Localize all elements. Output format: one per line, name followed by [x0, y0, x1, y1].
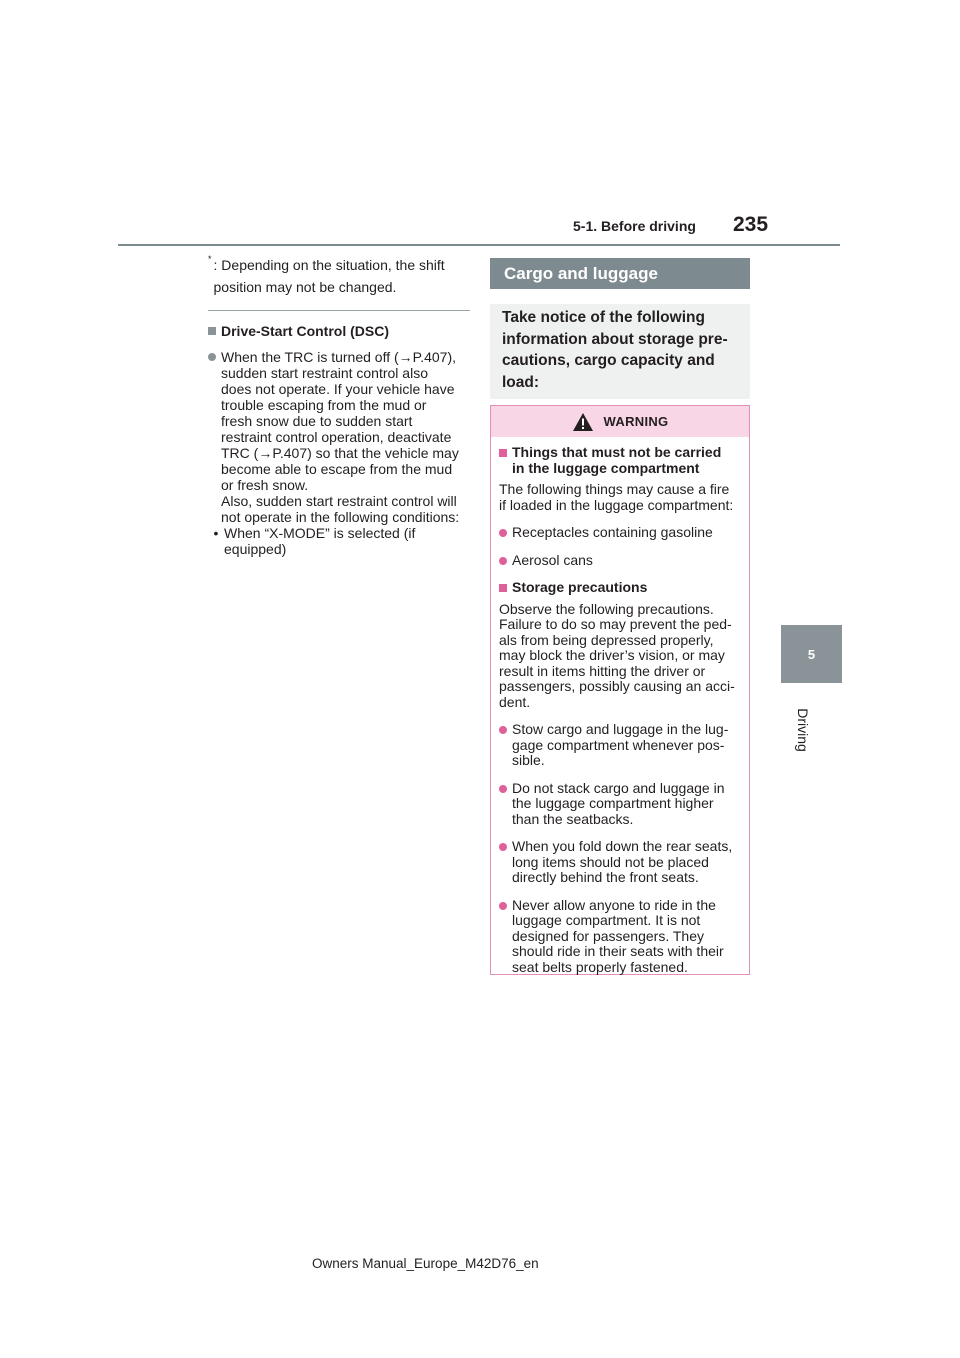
warning-heading	[499, 580, 741, 596]
dsc-line: trouble escaping from the mud or	[221, 397, 427, 413]
dsc-line: fresh snow due to sudden start	[221, 413, 413, 429]
bullet-line: seat belts properly fastened.	[512, 958, 688, 975]
round-bullet-icon	[208, 353, 216, 361]
condition-line: equipped)	[224, 541, 287, 557]
dsc-line: When the TRC is turned off (→P.407),	[221, 349, 457, 365]
footnote	[208, 254, 470, 298]
bullet-line: Stow cargo and luggage in the lug-	[512, 721, 729, 737]
warning-bullet	[499, 525, 741, 541]
paragraph-line: passengers, possibly causing an acci-	[499, 678, 735, 694]
warning-bullet	[499, 722, 741, 769]
paragraph-line: result in items hitting the driver or	[499, 662, 706, 679]
paragraph-line: Observe the following precautions.	[499, 600, 714, 617]
bullet-line: When you fold down the rear seats,	[512, 838, 733, 854]
footnote-text: : Depending on the situation, the shift position may not be changed.	[213, 257, 445, 295]
cargo-section-title: Cargo and luggage	[490, 258, 750, 289]
left-column	[208, 254, 470, 557]
round-bullet-icon	[499, 843, 507, 851]
dsc-line: restraint control operation, deactivate	[221, 429, 452, 445]
warning-box	[490, 405, 750, 975]
warning-paragraph	[499, 602, 741, 711]
warning-bullet	[499, 839, 741, 886]
warning-header	[491, 406, 749, 437]
warning-bullet	[499, 781, 741, 828]
footnote-mark: *	[208, 254, 212, 264]
warning-heading	[499, 445, 741, 476]
paragraph-line: als from being depressed properly,	[499, 631, 714, 648]
intro-box	[490, 304, 750, 399]
bullet-line: Do not stack cargo and luggage in	[512, 779, 725, 796]
page-number: 235	[733, 213, 769, 236]
chapter-label: Driving	[795, 708, 811, 752]
dsc-line: become able to escape from the mud	[221, 461, 453, 477]
condition-item	[208, 525, 470, 557]
bullet-text: Receptacles containing gasoline	[512, 524, 713, 540]
dsc-line: Also, sudden start restraint control will	[221, 493, 457, 509]
round-bullet-icon	[499, 726, 507, 734]
round-bullet-icon	[499, 902, 507, 910]
intro-line: information about storage pre-	[502, 330, 728, 348]
dsc-paragraph	[208, 349, 470, 525]
square-bullet-icon	[499, 584, 507, 592]
dsc-line: sudden start restraint control also	[221, 365, 428, 381]
intro-line: cautions, cargo capacity and	[502, 352, 715, 369]
bullet-line: luggage compartment. It is not	[512, 912, 701, 928]
dsc-line: or fresh snow.	[221, 477, 309, 493]
round-bullet-icon	[499, 785, 507, 793]
paragraph-line: The following things may cause a fire	[499, 481, 730, 497]
bullet-line: should ride in their seats with their	[512, 943, 724, 959]
dsc-line: not operate in the following conditions:	[221, 509, 460, 525]
paragraph-line: dent.	[499, 693, 531, 710]
bullet-line: sible.	[512, 752, 545, 768]
bullet-text: Aerosol cans	[512, 551, 593, 568]
header-divider	[118, 244, 840, 246]
bullet-line: long items should not be placed	[512, 853, 709, 870]
dsc-heading-text: Drive-Start Control (DSC)	[221, 323, 390, 339]
bullet-line: than the seatbacks.	[512, 810, 634, 827]
dsc-heading	[208, 323, 470, 339]
square-bullet-icon	[208, 327, 216, 335]
intro-line: load:	[502, 373, 540, 391]
round-bullet-icon	[499, 529, 507, 537]
divider	[208, 310, 470, 311]
section-title: 5-1. Before driving	[573, 218, 696, 234]
heading-line: in the luggage compartment	[512, 459, 700, 476]
bullet-line: the luggage compartment higher	[512, 795, 714, 811]
bullet-line: designed for passengers. They	[512, 927, 704, 944]
warning-icon	[572, 412, 594, 432]
bullet-line: gage compartment whenever pos-	[512, 736, 725, 753]
heading-line: Things that must not be carried	[512, 444, 722, 460]
bullet-line: Never allow anyone to ride in the	[512, 896, 716, 913]
dsc-line: TRC (→P.407) so that the vehicle may	[221, 445, 459, 461]
dsc-line: does not operate. If your vehicle have	[221, 381, 455, 397]
dash-bullet: •	[213, 525, 219, 541]
chapter-tab[interactable]	[781, 625, 842, 683]
warning-title: WARNING	[603, 414, 669, 429]
warning-bullet	[499, 553, 741, 569]
warning-paragraph	[499, 482, 741, 513]
footer-text: Owners Manual_Europe_M42D76_en	[312, 1256, 539, 1271]
chapter-number: 5	[807, 646, 816, 662]
paragraph-line: Failure to do so may prevent the ped-	[499, 616, 732, 632]
paragraph-line: if loaded in the luggage compartment:	[499, 496, 734, 513]
condition-line: When “X-MODE” is selected (if	[224, 525, 416, 541]
heading-line: Storage precautions	[512, 579, 648, 595]
bullet-line: directly behind the front seats.	[512, 869, 699, 885]
square-bullet-icon	[499, 449, 507, 457]
intro-line: Take notice of the following	[502, 309, 705, 326]
paragraph-line: may block the driver’s vision, or may	[499, 647, 725, 663]
warning-bullet	[499, 898, 741, 976]
round-bullet-icon	[499, 557, 507, 565]
warning-body	[491, 437, 749, 975]
